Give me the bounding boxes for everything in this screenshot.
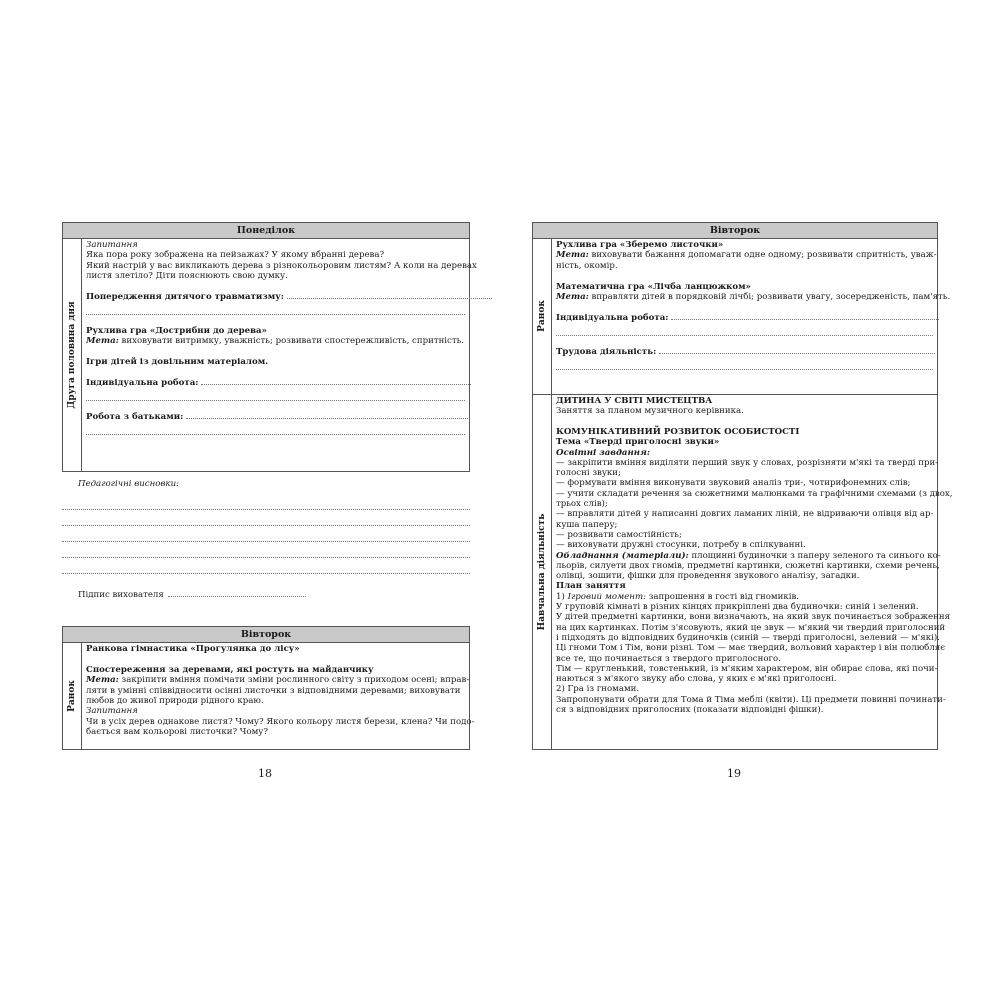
- study-section-label-cell: [533, 394, 552, 749]
- goal-text: вправляти дітей в порядковій лічбі; розвивати увагу, зосередженість, пам'ять.: [588, 292, 951, 303]
- observe-goal-line: ляти в умінні співвідносити осінні листочки з відповідними деревами; виховувати: [86, 685, 461, 696]
- labor-dotted-field[interactable]: [659, 352, 935, 354]
- monday-header: Понеділок: [63, 223, 469, 239]
- individual-row: [86, 378, 465, 388]
- comm-title: КОМУНІКАТИВНИЙ РОЗВИТОК ОСОБИСТОСТІ: [556, 426, 800, 437]
- monday-question-line: листя злетіло? Діти пояснюють свою думку.: [86, 271, 288, 282]
- step-prefix: 1): [556, 591, 568, 602]
- game2-title: Математична гра «Лічба ланцюжком»: [556, 281, 751, 292]
- signature-dotted-field[interactable]: [168, 595, 306, 597]
- page-number-right: 19: [727, 767, 741, 780]
- plan-line: Ці гноми Том і Тім, вони різні. Том — має твердий, вольовий характер і він полюбляє: [556, 643, 946, 654]
- labor-dotted-line[interactable]: [556, 357, 933, 370]
- step-text: запрошення в гості від гномиків.: [646, 591, 800, 602]
- parents-label: Робота з батьками:: [86, 411, 184, 422]
- monday-game-goal: [86, 336, 465, 346]
- game1-title: Рухлива гра «Зберемо листочки»: [556, 240, 724, 250]
- injury-row: [86, 292, 465, 302]
- monday-game-title: Рухлива гра «Дострибни до дерева»: [86, 325, 267, 336]
- goal-label: Мета:: [556, 250, 589, 261]
- signature-label: Підпис вихователя: [78, 590, 164, 600]
- tuesday-left-section-label-cell: [63, 642, 82, 749]
- tuesday-left-header: Вівторок: [63, 627, 469, 643]
- task-line: трьох слів);: [556, 499, 608, 510]
- plan-line: Запропонувати обрати для Тома й Тіма меблі (квіти). Ці предмети повинні починати-: [556, 694, 946, 705]
- labor-row: [556, 347, 933, 357]
- art-title: ДИТИНА У СВІТІ МИСТЕЦТВА: [556, 396, 713, 406]
- plan-line: все те, що починається з твердого приголосного.: [556, 653, 781, 664]
- morning-individual-row: [556, 313, 933, 323]
- study-section-label: Навчальна діяльність: [537, 513, 547, 630]
- individual-dotted-line[interactable]: [86, 388, 465, 401]
- plan-line: 2) Гра із гномами.: [556, 684, 640, 695]
- monday-question-line: Який настрій у вас викликають дерева з різнокольоровим листям? А коли на деревах: [86, 260, 477, 271]
- labor-label: Трудова діяльність:: [556, 346, 657, 357]
- plan-step-1: [556, 592, 933, 602]
- plan-line: ся з відповідних приголосних (показати відповідні фішки).: [556, 705, 824, 715]
- task-line: голосні звуки;: [556, 468, 621, 479]
- task-line: — виховувати дружні стосунки, потребу в спілкуванні.: [556, 540, 806, 551]
- game2-goal-line: [556, 292, 951, 303]
- plan-line: У груповій кімнаті в різних кінцях прикріплені два будиночки: синій і зелений.: [556, 602, 919, 613]
- free-games: Ігри дітей із довільним матеріалом.: [86, 357, 269, 368]
- tuesday-left-content: [82, 642, 475, 749]
- task-line: — розвивати самостійність;: [556, 529, 682, 540]
- tuesday-question-title: Запитання: [86, 706, 138, 717]
- tuesday-left-section-label: Ранок: [67, 679, 77, 712]
- step-label: Ігровий момент:: [567, 591, 646, 602]
- morning-section-label: Ранок: [537, 300, 547, 332]
- equip-label: Обладнання (матеріали):: [556, 550, 689, 561]
- individual-dotted-field[interactable]: [201, 383, 471, 385]
- goal-label: Мета:: [86, 675, 119, 686]
- tuesday-question-line: бається вам кольорові листочки? Чому?: [86, 727, 268, 738]
- conclusions-label: Педагогічні висновки:: [78, 479, 179, 489]
- gym-title: Ранкова гімнастика «Прогулянка до лісу»: [86, 644, 300, 654]
- equip-line: льорів, силуети двох гномів, предметні картинки, сюжетні картинки, схеми речень,: [556, 560, 940, 571]
- parents-row: [86, 412, 465, 422]
- plan-line: на цих картинках. Потім з'ясовують, який це звук — м'який чи твердий приголосний: [556, 622, 946, 633]
- morning-content: [552, 238, 951, 394]
- monday-content: [82, 238, 477, 471]
- tuesday-left-table: [62, 626, 475, 750]
- morning-individual-dotted-line[interactable]: [556, 323, 933, 336]
- plan-title: План заняття: [556, 581, 626, 592]
- monday-section-label-cell: [63, 238, 82, 471]
- tuesday-right-header: Вівторок: [533, 223, 937, 239]
- monday-table: [62, 222, 477, 472]
- task-line: — закріпити вміння виділяти перший звук у словах, розрізняти м'які та тверді при-: [556, 457, 939, 468]
- goal-text: закріпити вміння помічати зміни рослинного світу з приходом осені; вправ-: [118, 675, 470, 686]
- injury-label: Попередження дитячого травматизму:: [86, 292, 284, 303]
- tasks-title: Освітні завдання:: [556, 447, 651, 458]
- page-number-left: 18: [258, 767, 272, 780]
- game1-goal-line: ність, окомір.: [556, 260, 618, 271]
- task-line: — учити складати речення за сюжетними малюнками та графічними схемами (з двох,: [556, 488, 953, 499]
- plan-line: Тім — кругленький, товстенький, із м'яким характером, він обирає слова, які почи-: [556, 663, 938, 674]
- plan-line: і підходять до відповідних будиночків (синій — тверді приголосні, зелений — м'які).: [556, 632, 940, 643]
- art-text: Заняття за планом музичного керівника.: [556, 406, 744, 417]
- individual-label: Індивідуальна робота:: [86, 377, 199, 388]
- injury-dotted-line[interactable]: [86, 302, 465, 315]
- tuesday-right-table: [532, 222, 953, 750]
- observe-goal-line: [86, 675, 470, 686]
- task-line: — вправляти дітей у написанні довгих ламаних ліній, не відриваючи олівця від ар-: [556, 509, 934, 520]
- equip-text: площинні будиночки з паперу зеленого та синього ко-: [688, 550, 941, 561]
- monday-question-line: Яка пора року зображена на пейзажах? У якому вбранні дерева?: [86, 250, 385, 261]
- goal-label: Мета:: [86, 336, 119, 347]
- signature-row: [78, 590, 306, 600]
- conclusions-lines[interactable]: [62, 494, 470, 574]
- study-content: [552, 394, 953, 749]
- morning-section-label-cell: [533, 238, 552, 394]
- parents-dotted-line[interactable]: [86, 422, 465, 435]
- monday-question-title: Запитання: [86, 240, 138, 250]
- task-line: куша паперу;: [556, 519, 618, 530]
- goal-text: виховувати бажання допомагати одне одному; розвивати спритність, уваж-: [588, 250, 937, 261]
- observe-goal-line: любов до живої природи рідного краю.: [86, 696, 264, 707]
- goal-text: виховувати витримку, уважність; розвивати спостережливість, спритність.: [118, 336, 465, 347]
- observe-title: Спостереження за деревами, які ростуть на майданчику: [86, 664, 374, 675]
- morning-individual-label: Індивідуальна робота:: [556, 312, 669, 323]
- parents-dotted-field[interactable]: [186, 417, 468, 419]
- tuesday-question-line: Чи в усіх дерев однакове листя? Чому? Якого кольору листя берези, клена? Чи подо-: [86, 716, 475, 727]
- equip-line: олівці, зошити, фішки для проведення звукового аналізу, загадки.: [556, 571, 860, 582]
- morning-individual-dotted-field[interactable]: [671, 318, 939, 320]
- plan-line: наються з м'якого звуку або слова, у яких є м'які приголосні.: [556, 674, 837, 685]
- monday-section-label: Друга половина дня: [67, 300, 77, 409]
- plan-line: У дітей предметні картинки, вони визначають, на який звук починається зображення: [556, 612, 951, 623]
- equip-line: [556, 550, 941, 561]
- goal-label: Мета:: [556, 292, 589, 303]
- injury-dotted-field[interactable]: [287, 297, 492, 299]
- lesson-topic: Тема «Тверді приголосні звуки»: [556, 437, 720, 448]
- task-line: — формувати вміння виконувати звуковий аналіз три-, чотирифонемних слів;: [556, 478, 911, 489]
- game1-goal-line: [556, 250, 937, 261]
